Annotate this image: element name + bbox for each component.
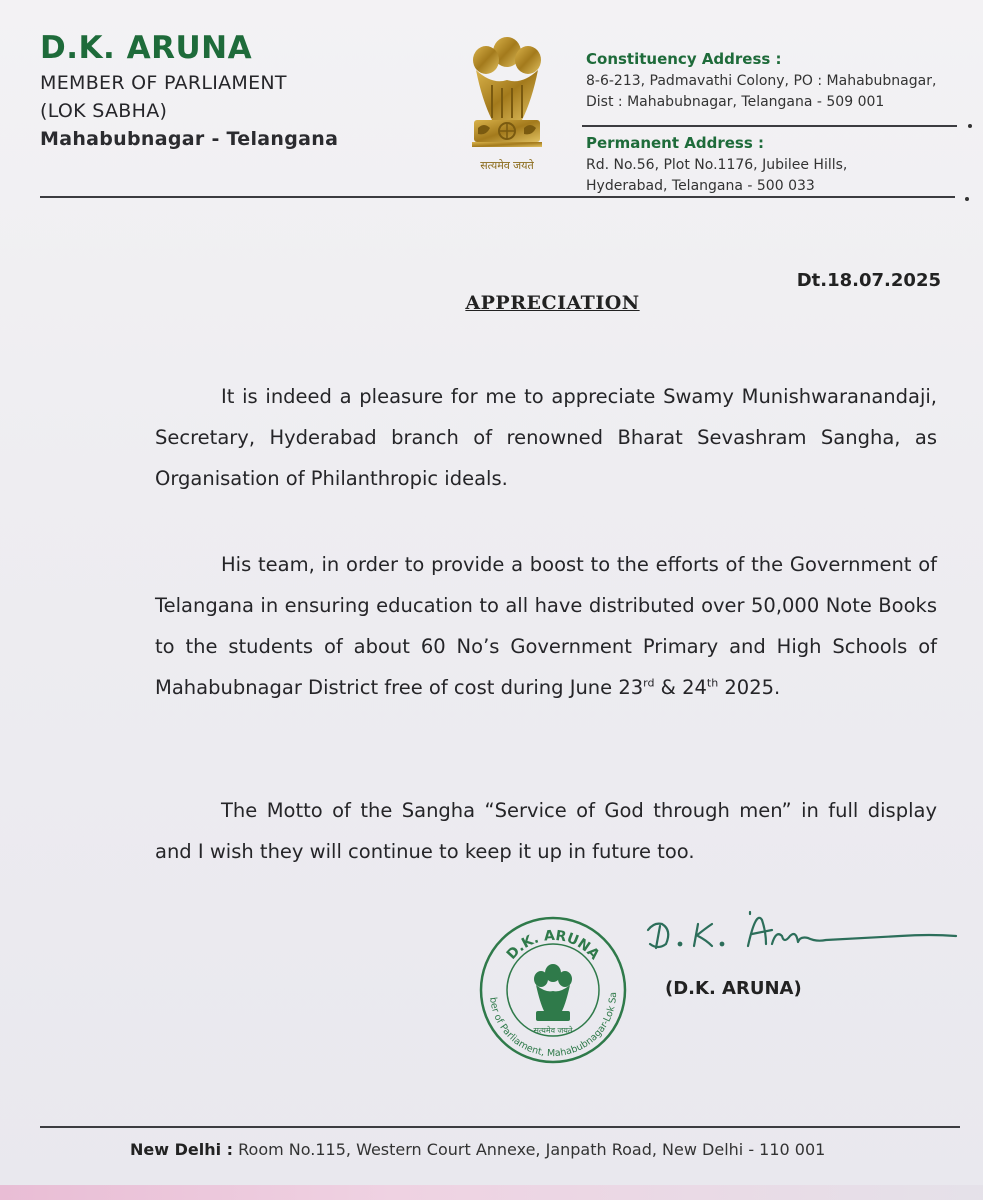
paragraph-1 — [155, 376, 937, 499]
paragraph-2-text-mid: & 24 — [654, 676, 707, 699]
ordinal-suffix: th — [706, 676, 719, 690]
mp-house: (LOK SABHA) — [40, 100, 168, 122]
paragraph-2-text-end: 2025. — [718, 676, 781, 699]
letter-date: Dt.18.07.2025 — [796, 270, 941, 291]
national-emblem-icon — [462, 30, 552, 180]
rule-dot — [968, 124, 972, 128]
constituency-address-line2: Dist : Mahabubnagar, Telangana - 509 001 — [586, 94, 885, 110]
permanent-address-heading: Permanent Address : — [586, 134, 764, 152]
constituency-address-line1: 8-6-213, Padmavathi Colony, PO : Mahabubnagar, — [586, 73, 937, 89]
svg-text:Member of Parliament, Mahabubn: ber of Parliament, Mahabubnagar-Lok Sa — [487, 991, 620, 1060]
paragraph-1-text: It is indeed a pleasure for me to appreciate Swamy Munishwaranandaji, Secretary, Hyderabad branch of renowned Bharat Sevashram Sangha, as Organisation of Philanthropic ideals. — [155, 385, 937, 490]
paragraph-2-text: His team, in order to provide a boost to the efforts of the Government of Telangana in ensuring education to all have distributed over 50,000 Note Books to the students of about 60 No’s Government Primary and High Schools of Mahabubnagar District free of cost during June 23 — [155, 553, 937, 699]
photo-edge — [0, 1185, 983, 1200]
paragraph-3 — [155, 790, 937, 872]
signer-name: (D.K. ARUNA) — [665, 978, 802, 999]
seal-motto: सत्यमेव जयते — [533, 1026, 573, 1035]
permanent-address-line2: Hyderabad, Telangana - 500 033 — [586, 178, 815, 194]
ordinal-suffix: rd — [643, 676, 655, 690]
constituency-address-heading: Constituency Address : — [586, 50, 782, 68]
letterhead-addresses — [586, 50, 966, 194]
letterhead-divider — [40, 196, 955, 198]
footer-address-text: Room No.115, Western Court Annexe, Janpath Road, New Delhi - 110 001 — [238, 1140, 826, 1159]
rule-dot — [965, 197, 969, 201]
footer-divider — [40, 1126, 960, 1128]
svg-text:D.K. ARUNA: D.K. ARUNA — [503, 927, 603, 963]
handwritten-signature — [640, 900, 970, 960]
paragraph-3-text: The Motto of the Sangha “Service of God through men” in full display and I wish they will continue to keep it up in future too. — [155, 799, 937, 863]
emblem-motto: सत्यमेव जयते — [480, 160, 534, 172]
footer-address — [130, 1140, 825, 1159]
footer-label: New Delhi : — [130, 1140, 234, 1159]
letterhead-sender — [40, 30, 338, 150]
mp-name: D.K. ARUNA — [40, 30, 253, 66]
paragraph-2 — [155, 544, 937, 708]
letter-title: APPRECIATION — [465, 292, 640, 314]
mp-designation: MEMBER OF PARLIAMENT — [40, 72, 287, 94]
permanent-address-line1: Rd. No.56, Plot No.1176, Jubilee Hills, — [586, 157, 848, 173]
mp-constituency: Mahabubnagar - Telangana — [40, 128, 339, 150]
address-divider — [582, 125, 957, 127]
official-seal-stamp — [478, 915, 628, 1065]
